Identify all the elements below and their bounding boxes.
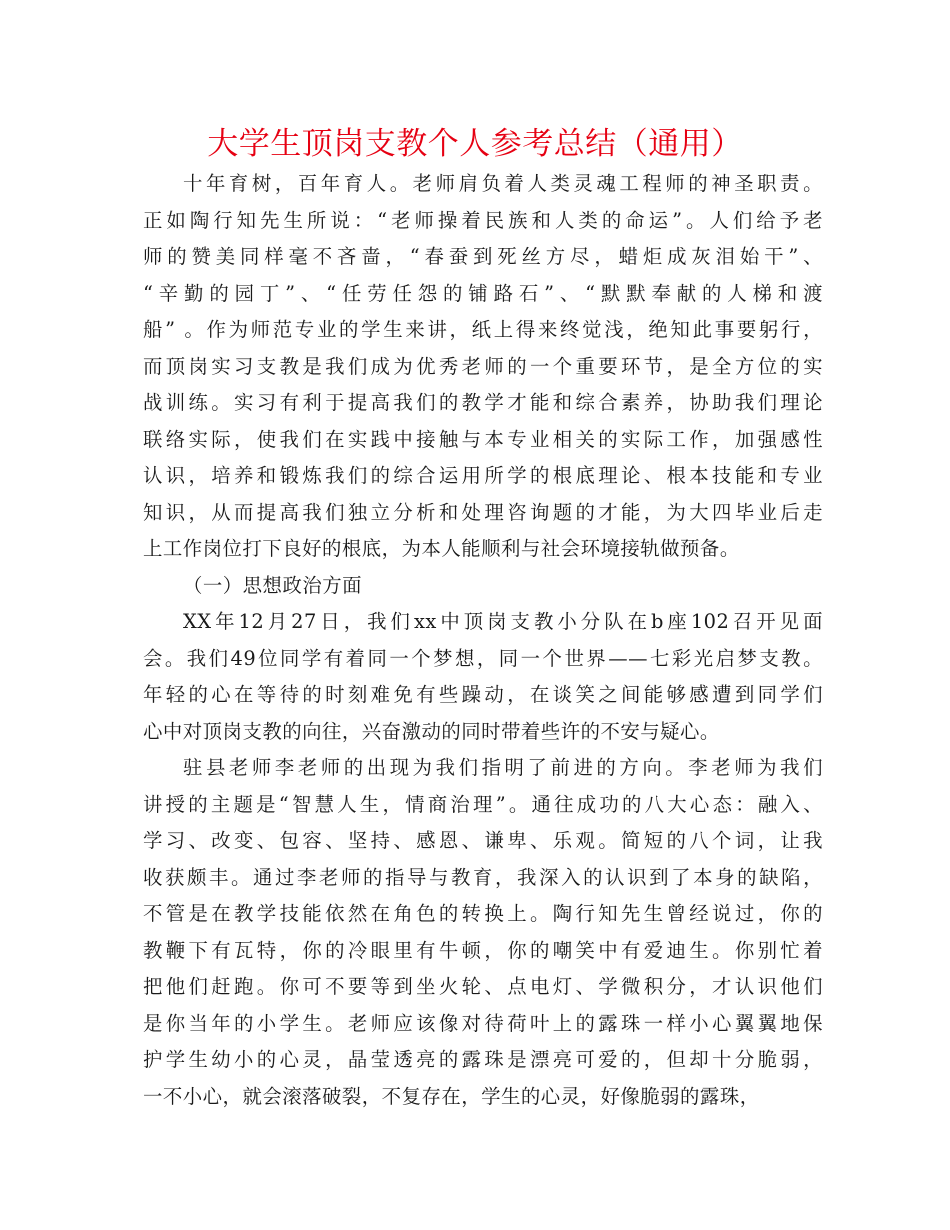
body-line: 教鞭下有瓦特，你的冷眼里有牛顿，你的嘲笑中有爱迪生。你别忙着	[143, 938, 823, 962]
body-line: 十年育树，百年育人。老师肩负着人类灵魂工程师的神圣职责。	[183, 172, 823, 195]
body-line: 认识，培养和锻炼我们的综合运用所学的根底理论、根本技能和专业	[143, 464, 823, 487]
body-line: “辛勤的园丁”、“任劳任怨的铺路石”、“默默奉献的人梯和渡	[143, 281, 823, 305]
body-line: 一不小心，就会滚落破裂，不复存在，学生的心灵，好像脆弱的露珠，	[143, 1084, 760, 1108]
body-line: 不管是在教学技能依然在角色的转换上。陶行知先生曾经说过，你的	[143, 902, 823, 925]
body-line: 年轻的心在等待的时刻难免有些躁动，在谈笑之间能够感遭到同学们	[143, 683, 823, 706]
body-line: 驻县老师李老师的出现为我们指明了前进的方向。李老师为我们	[183, 756, 823, 779]
document-title: 大学生顶岗支教个人参考总结（通用）	[207, 126, 743, 162]
body-line: 知识，从而提高我们独立分析和处理咨询题的才能，为大四毕业后走	[143, 500, 823, 524]
body-line: 收获颇丰。通过李老师的指导与教育，我深入的认识到了本身的缺陷，	[143, 865, 823, 889]
body-line: 而顶岗实习支教是我们成为优秀老师的一个重要环节，是全方位的实	[143, 354, 823, 378]
body-line: 师的赞美同样毫不吝啬，“春蚕到死丝方尽，蜡炬成灰泪始干”、	[143, 245, 823, 268]
body-line: 会。我们49位同学有着同一个梦想，同一个世界——七彩光启梦支教。	[143, 646, 823, 670]
body-line: 讲授的主题是“智慧人生，情商治理”。通往成功的八大心态：融入、	[143, 792, 823, 816]
body-line: 上工作岗位打下良好的根底，为本人能顺利与社会环境接轨做预备。	[143, 537, 740, 560]
body-line: 把他们赶跑。你可不要等到坐火轮、点电灯、学微积分，才认识他们	[143, 975, 823, 998]
body-line: 联络实际，使我们在实践中接触与本专业相关的实际工作，加强感性	[143, 427, 823, 451]
body-line: 护学生幼小的心灵，晶莹透亮的露珠是漂亮可爱的，但却十分脆弱，	[143, 1048, 823, 1071]
document-body	[143, 166, 823, 1115]
body-line: 心中对顶岗支教的向往，兴奋激动的同时带着些许的不安与疑心。	[143, 719, 720, 743]
body-line: 船” 。作为师范专业的学生来讲，纸上得来终觉浅，绝知此事要躬行，	[143, 318, 823, 341]
body-line: 战训练。实习有利于提高我们的教学才能和综合素养，协助我们理论	[143, 391, 823, 414]
section-heading: （一）思想政治方面	[183, 573, 363, 597]
body-line: XX年12月27日，我们xx中顶岗支教小分队在b座102召开见面	[183, 610, 823, 633]
body-line: 学习、改变、包容、坚持、感恩、谦卑、乐观。简短的八个词，让我	[143, 829, 823, 852]
body-line: 正如陶行知先生所说：“老师操着民族和人类的命运”。人们给予老	[143, 208, 823, 232]
body-line: 是你当年的小学生。老师应该像对待荷叶上的露珠一样小心翼翼地保	[143, 1011, 823, 1035]
